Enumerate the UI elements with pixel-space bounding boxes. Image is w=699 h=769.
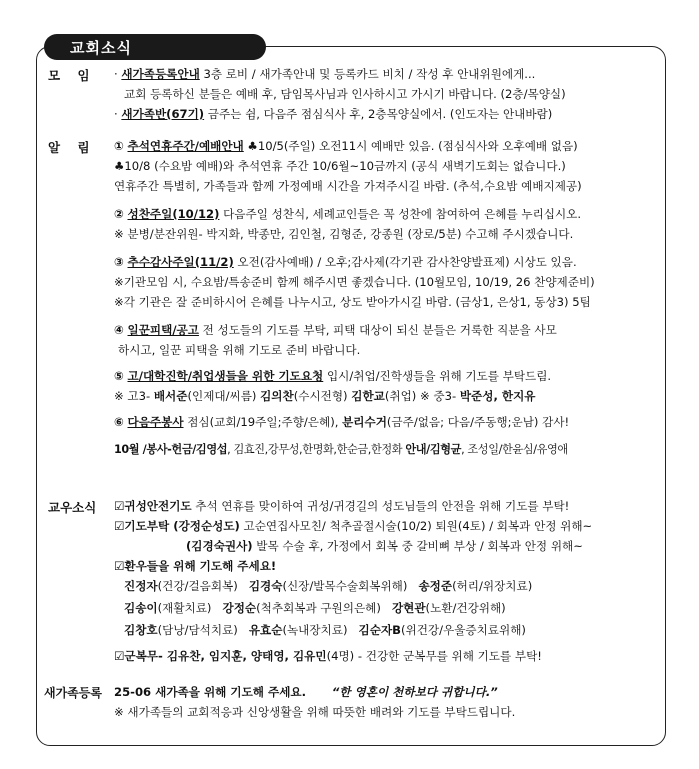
checkbox-icon: ☑ <box>114 649 125 663</box>
moim-line-2: 교회 등록하신 분들은 예배 후, 담임목사님과 인사하시고 가시기 바랍니다. (2층/목양실) <box>124 87 566 101</box>
saegajok-quote: “한 영혼이 천하보다 귀합니다.” <box>331 685 498 699</box>
allim-item-5-line-1: ⑤ 고/대학진학/취업생들을 위한 기도요청 입시/취업/진학생들을 위해 기도를 부탁드림. <box>114 369 552 383</box>
moim-line-3: · 새가족반(67기) 금주는 쉼, 다음주 점심식사 후, 2층목양실에서. (인도자는 안내바람) <box>114 107 553 121</box>
moim-newcomer-head: 새가족등록안내 <box>121 67 200 81</box>
allim-item-4-line-2: 하시고, 일꾼 피택을 위해 기도로 준비 바랍니다. <box>118 343 361 357</box>
checkbox-icon: ☑ <box>114 499 125 513</box>
gyowoo-line-8: ☑군복무- 김유찬, 임지훈, 양태영, 김유민(4명) - 건강한 군복무를 위해 기도를 부탁! <box>114 649 542 663</box>
section-label-gyowoo: 교우소식 <box>48 500 97 515</box>
allim-item-4-line-1: ④ 일꾼피택/공고 전 성도들의 기도를 부탁, 피택 대상이 되신 분들은 거룩한 직분을 사모 <box>114 323 557 337</box>
page-title: 교회소식 <box>70 39 132 57</box>
moim-line-1: · 새가족등록안내 3층 로비 / 새가족안내 및 등록카드 비치 / 작성 후 안내위원에게... <box>114 67 536 81</box>
patients-row-3: 김창호(담낭/담석치료) 유효순(녹내장치료) 김순자B(위건강/우울증치료위해) <box>124 623 526 637</box>
allim-item-3-line-1: ③ 추수감사주일(11/2) 오전(감사예배) / 오후;감사제(각기관 감사찬양발표제) 시상도 있음. <box>114 255 577 269</box>
gyowoo-line-1: ☑귀성안전기도 추석 연휴를 맞이하여 귀성/귀경길의 성도님들의 안전을 위해 기도를 부탁! <box>114 499 570 513</box>
allim-item-2-line-1: ② 성찬주일(10/12) 다음주일 성찬식, 세례교인들은 꼭 성찬에 참여하여 은혜를 누리십시오. <box>114 207 582 221</box>
allim-item-1-line-3: 연휴주간 특별히, 가족들과 함께 가정예배 시간을 가져주시길 바람. (추석,수요밤 예배지제공) <box>114 179 582 193</box>
title-tab <box>44 34 266 60</box>
allim-item-6-line-1: ⑥ 다음주봉사 점심(교회/19주일;주향/은혜), 분리수거(금주/없음; 다음/주동행;운남) 감사! <box>114 415 570 429</box>
saegajok-line-2: ※ 새가족들의 교회적응과 신앙생활을 위해 따뜻한 배려와 기도를 부탁드립니다. <box>114 705 516 719</box>
patients-row-1: 진정자(건강/걸음회복) 김경숙(신장/발목수술회복위해) 송정준(허리/위장치료) <box>124 579 533 593</box>
gyowoo-line-4: ☑환우들을 위해 기도해 주세요! <box>114 559 277 573</box>
allim-item-1-line-1: ① 추석연휴주간/예배안내 ♣10/5(주일) 오전11시 예배만 있음. (점심식사와 오후예배 없음) <box>114 139 578 153</box>
checkbox-icon: ☑ <box>114 559 125 573</box>
section-label-moim: 모 임 <box>48 68 90 83</box>
allim-item-1-line-2: ♣10/8 (수요밤 예배)와 추석연휴 주간 10/6월~10금까지 (공식 새벽기도회는 없습니다.) <box>114 159 566 173</box>
section-label-saegajok: 새가족등록 <box>44 686 102 700</box>
allim-item-2-line-2: ※ 분병/분잔위원- 박지화, 박종만, 김인철, 김형준, 강종원 (장로/5분) 수고해 주시겠습니다. <box>114 227 574 241</box>
allim-item-3-line-3: ※각 기관은 잘 준비하시어 은혜를 나누시고, 상도 받아가시길 바람. (금상1, 은상1, 동상3) 5팀 <box>114 295 591 309</box>
allim-item-6-line-2: 10월 /봉사-헌금/김영섭, 김효진,강무성,한명화,한순금,한정화 안내/김형균, 조성일/한윤심/유영애 <box>114 443 568 456</box>
checkbox-icon: ☑ <box>114 519 125 533</box>
gyowoo-line-3: (김경숙권사) 발목 수술 후, 가정에서 회복 중 갈비뼈 부상 / 회복과 안정 위해~ <box>186 539 583 553</box>
moim-class-head: 새가족반(67기) <box>121 107 205 121</box>
allim-item-5-line-2: ※ 고3- 배서준(인제대/씨름) 김의찬(수시전형) 김한교(취업) ※ 중3- 박준성, 한지유 <box>114 389 536 403</box>
patients-row-2: 김송이(재활치료) 강정순(척추회복과 구원의은혜) 강현관(노환/건강위해) <box>124 601 506 615</box>
section-label-allim: 알 림 <box>48 140 90 155</box>
saegajok-line-1: 25-06 새가족을 위해 기도해 주세요. “한 영혼이 천하보다 귀합니다.” <box>114 685 498 699</box>
allim-item-3-line-2: ※기관모임 시, 수요밤/특송준비 함께 해주시면 좋겠습니다. (10월모임, 10/19, 26 찬양제준비) <box>114 275 595 289</box>
gyowoo-line-2: ☑기도부탁 (강정순성도) 고순연집사모친/ 척추골절시술(10/2) 퇴원(4토) / 회복과 안정 위해~ <box>114 519 593 533</box>
